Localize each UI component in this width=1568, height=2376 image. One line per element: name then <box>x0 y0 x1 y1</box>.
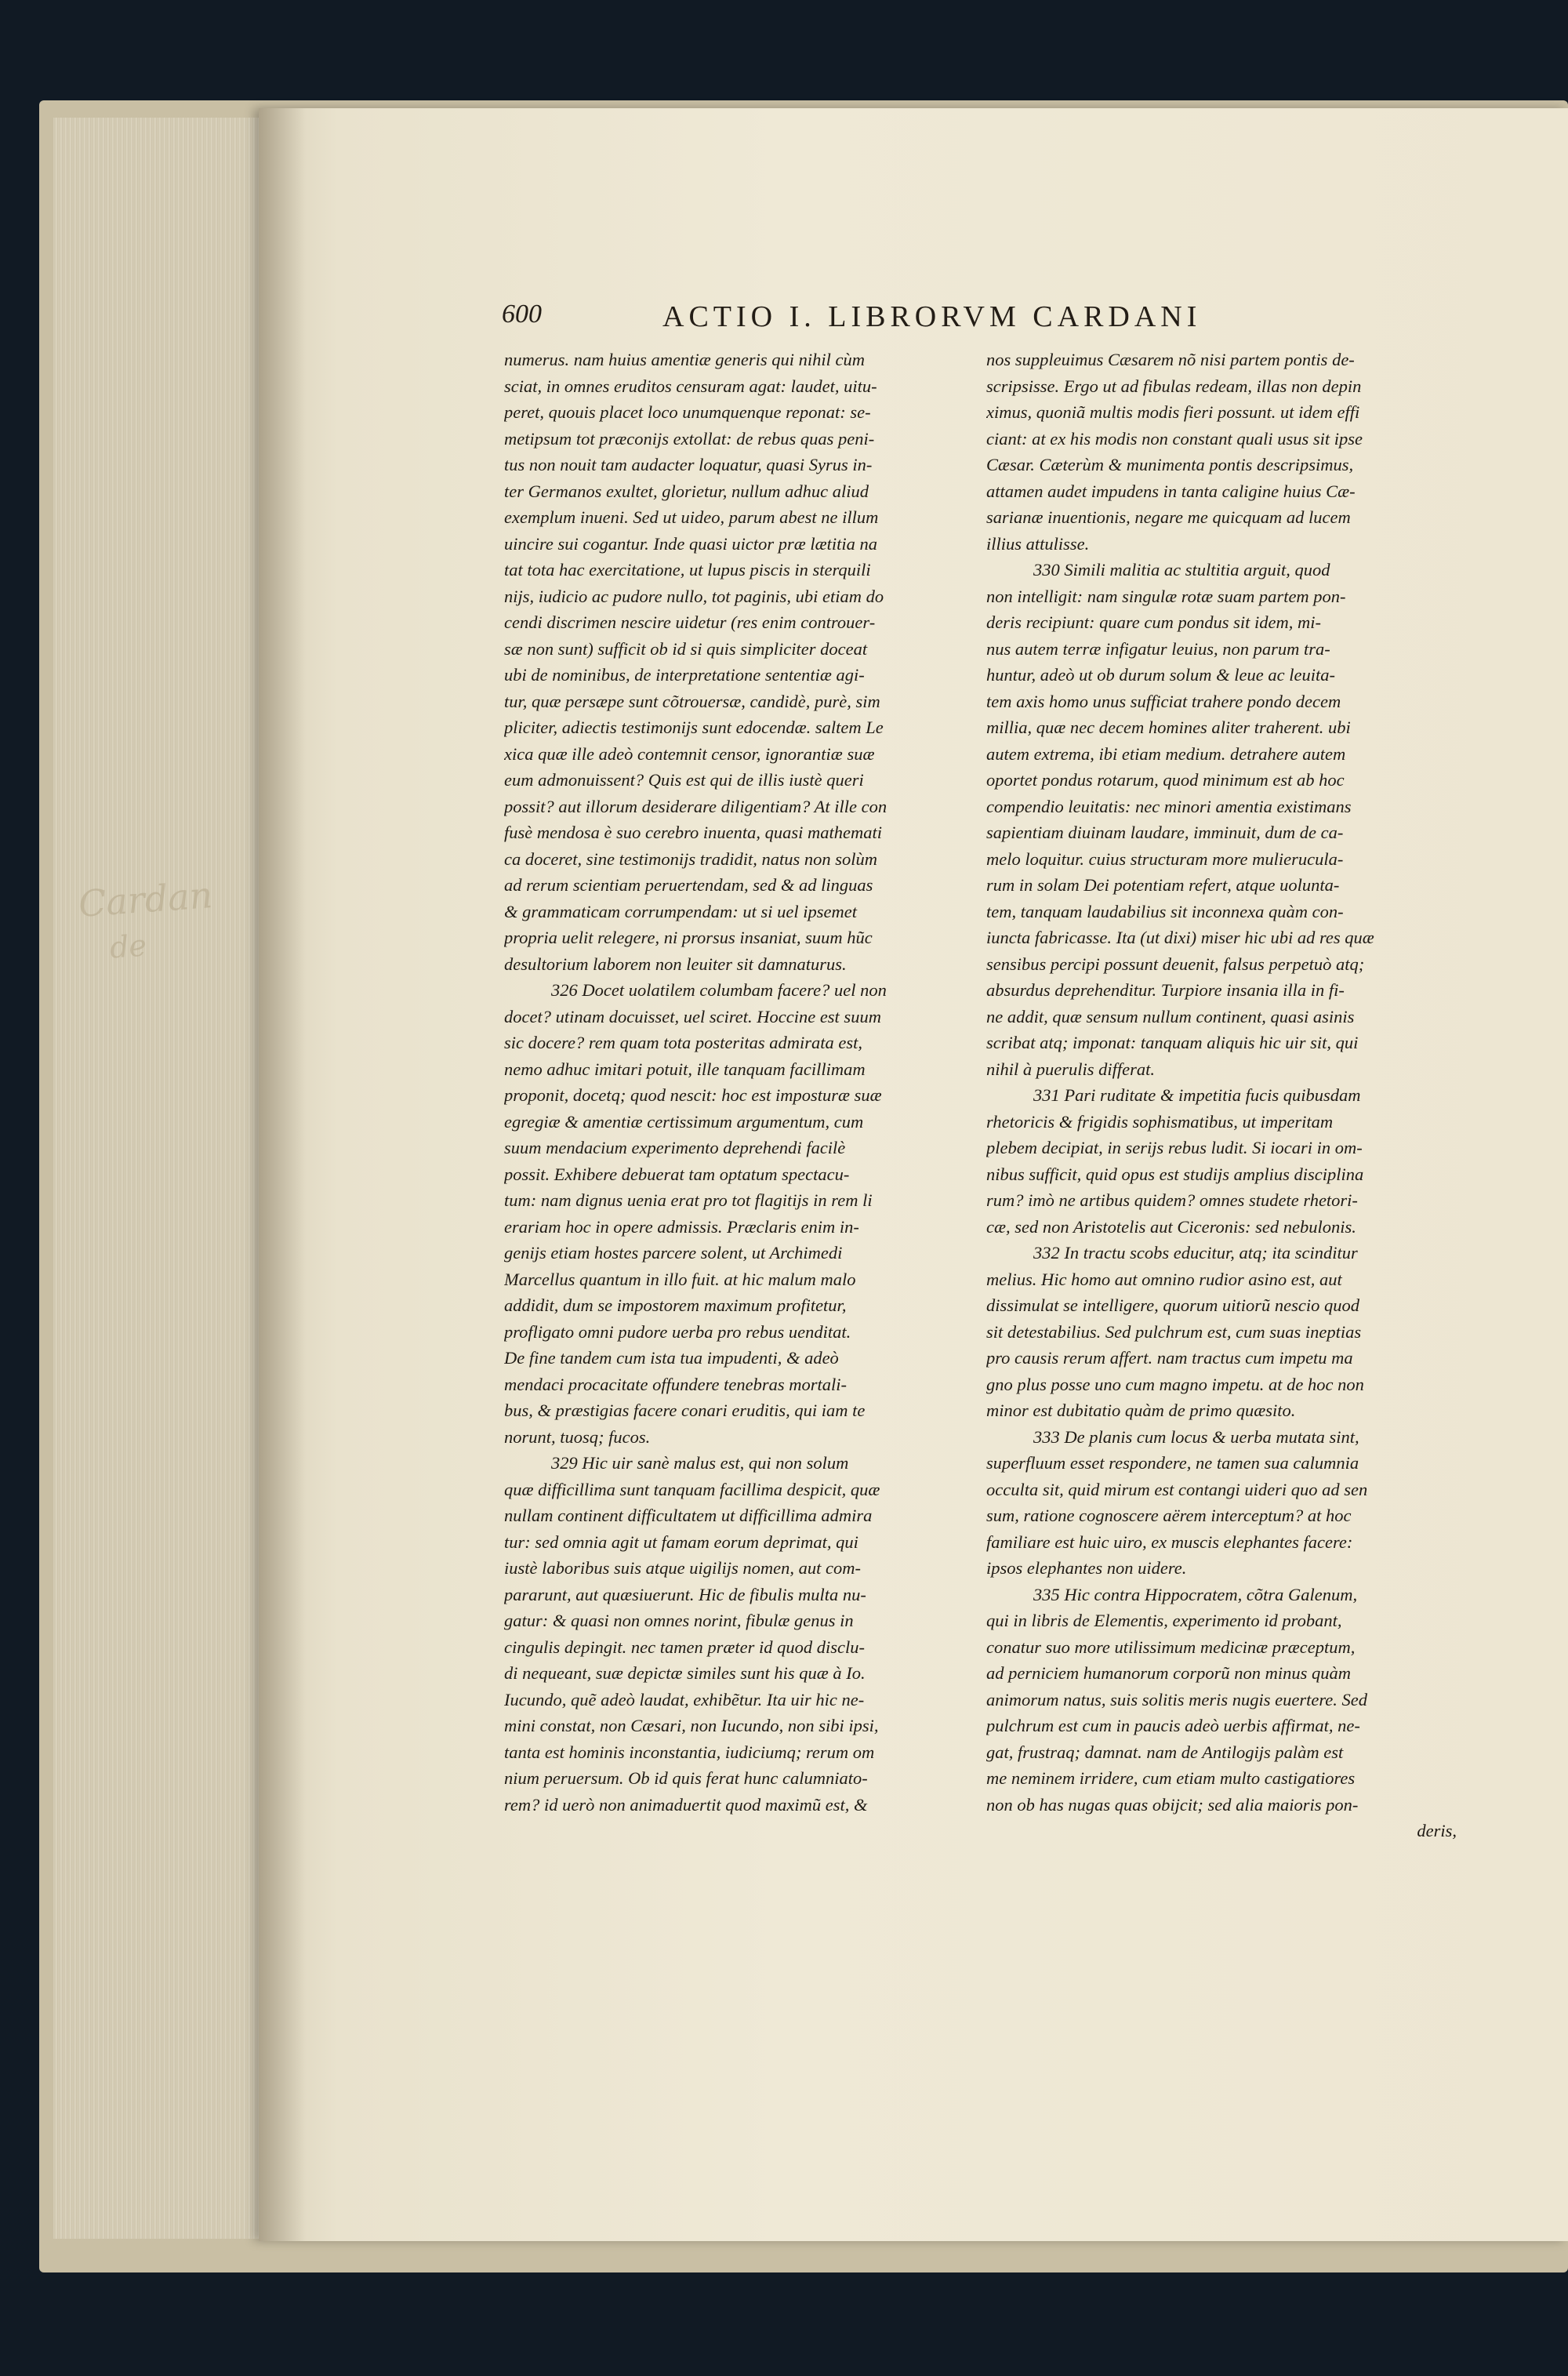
text-line: sapientiam diuinam laudare, imminuit, dum de ca- <box>986 823 1344 842</box>
page-number: 600 <box>502 300 542 329</box>
text-line: nullam continent difficultatem ut difficillima admira <box>504 1506 873 1525</box>
text-line: melo loquitur. cuius structuram more mulierucula- <box>986 848 1344 869</box>
text-line: exemplum inueni. Sed ut uideo, parum abest ne illum <box>504 507 879 527</box>
text-line: bus, & præstigias facere conari eruditis, qui iam te <box>504 1401 866 1420</box>
text-line: proponit, docetq; quod nescit: hoc est imposturæ suæ <box>504 1085 882 1105</box>
text-line: ipsos elephantes non uidere. <box>986 1558 1187 1578</box>
text-line: ad perniciem humanorum corporũ non minus quàm <box>986 1663 1351 1683</box>
text-line: sit detestabilius. Sed pulchrum est, cum suas ineptias <box>986 1321 1362 1342</box>
text-line: gatur: & quasi non omnes norint, fibulæ genus in <box>504 1611 854 1630</box>
text-line: nemo adhuc imitari potuit, ille tanquam facillimam <box>504 1059 866 1079</box>
text-line: non ob has nugas quas obijcit; sed alia maioris pon- <box>986 1794 1359 1815</box>
text-line: pararunt, aut quæsiuerunt. Hic de fibulis multa nu- <box>504 1584 866 1604</box>
text-line: superfluum esset respondere, ne tamen sua calumnia <box>986 1453 1359 1473</box>
text-line: sic docere? rem quam tota posteritas admirata est, <box>504 1033 863 1052</box>
text-line: mini constat, non Cæsari, non Iucundo, non sibi ipsi, <box>504 1716 879 1735</box>
text-line: possit? aut illorum desiderare diligentiam? At ille con <box>504 796 887 816</box>
text-line: peret, quouis placet loco unumquenque reponat: se- <box>504 402 871 422</box>
text-line: tur, quæ persæpe sunt cõtrouersæ, candidè, purè, sim <box>504 691 880 711</box>
text-line: sciat, in omnes eruditos censuram agat: laudet, uitu- <box>504 376 877 396</box>
text-line: ximus, quoniã multis modis fieri possunt. ut idem effi <box>986 402 1360 422</box>
text-line: sæ non sunt) sufficit ob id si quis simpliciter doceat <box>504 638 868 659</box>
text-line: rum? imò ne artibus quidem? omnes studete rhetori- <box>986 1190 1358 1210</box>
text-line: scripsisse. Ergo ut ad fibulas redeam, illas non depin <box>986 376 1362 396</box>
text-line: tum: nam dignus uenia erat pro tot flagitijs in rem li <box>504 1190 873 1210</box>
text-line: xica quæ ille adeò contemnit censor, ignorantiæ suæ <box>504 743 875 764</box>
text-line: propria uelit relegere, ni prorsus insaniat, suum hũc <box>504 928 873 947</box>
text-line: pro causis rerum affert. nam tractus cum impetu ma <box>986 1348 1353 1368</box>
text-line: 329 Hic uir sanè malus est, qui non solum <box>551 1453 849 1473</box>
text-line: cingulis depingit. nec tamen præter id quod disclu- <box>504 1637 865 1657</box>
text-line: nus autem terræ infigatur leuius, non parum tra- <box>986 638 1330 659</box>
text-line: eum admonuissent? Quis est qui de illis iustè queri <box>504 770 864 790</box>
text-line: absurdus deprehenditur. Turpiore insania illa in fi- <box>986 980 1345 1000</box>
text-line: qui in libris de Elementis, experimento id probant, <box>986 1611 1342 1630</box>
right-text-column <box>986 347 1457 1844</box>
text-line: conatur suo more utilissimum medicinæ præceptum, <box>986 1637 1356 1657</box>
text-line: rum in solam Dei potentiam refert, atque uolunta- <box>986 875 1340 895</box>
text-line: suum mendacium experimento deprehendi facilè <box>504 1138 846 1157</box>
text-line: Cæsar. Cæterùm & munimenta pontis descripsimus, <box>986 455 1354 474</box>
binding-shadow <box>259 108 306 2241</box>
text-line: ca doceret, sine testimonijs tradidit, natus non solùm <box>504 848 878 869</box>
text-line: iuncta fabricasse. Ita (ut dixi) miser hic ubi ad res quæ <box>986 928 1374 947</box>
page-edges <box>53 118 290 2239</box>
margin-bleed-word: Cardan <box>77 874 214 925</box>
text-line: ad rerum scientiam peruertendam, sed & ad linguas <box>504 875 873 895</box>
text-line: fusè mendosa è suo cerebro inuenta, quasi mathemati <box>504 823 883 842</box>
margin-bleed-word: de <box>108 928 148 965</box>
text-line: me neminem irridere, cum etiam multo castigatiores <box>986 1768 1356 1788</box>
text-line: desultorium laborem non leuiter sit damnaturus. <box>504 954 847 974</box>
text-line: & grammaticam corrumpendam: ut si uel ipsemet <box>504 901 857 921</box>
running-head <box>502 300 1466 339</box>
text-line: uincire sui cogantur. Inde quasi uictor præ lætitia na <box>504 533 878 554</box>
running-title: ACTIO I. LIBRORVM CARDANI <box>662 300 1202 333</box>
text-line: scribat atq; imponat: tanquam aliquis hic uir sit, qui <box>986 1033 1359 1052</box>
text-line: sum, ratione cognoscere aërem interceptum? at hoc <box>986 1506 1352 1525</box>
text-line: animorum natus, suis solitis meris nugis euertere. Sed <box>986 1689 1368 1709</box>
text-line: quæ difficillima sunt tanquam facillima despicit, quæ <box>504 1479 880 1499</box>
text-line: iustè laboribus suis atque uigilijs nomen, aut com- <box>504 1558 861 1578</box>
text-line: 332 In tractu scobs educitur, atq; ita scinditur <box>1033 1243 1358 1262</box>
text-line: millia, quæ nec decem homines aliter traherent. ubi <box>986 718 1351 737</box>
text-line: addidit, dum se impostorem maximum profitetur, <box>504 1295 847 1315</box>
text-line: cendi discrimen nescire uidetur (res enim controuer- <box>504 612 876 632</box>
text-line: dissimulat se intelligere, quorum uitiorũ nescio quod <box>986 1295 1360 1315</box>
text-line: huntur, adeò ut ob durum solum & leue ac leuita- <box>986 665 1335 685</box>
text-line: compendio leuitatis: nec minori amentia existimans <box>986 796 1352 816</box>
text-line: erariam hoc in opere admissis. Præclaris enim in- <box>504 1216 859 1237</box>
text-line: tat tota hac exercitatione, ut lupus piscis in sterquili <box>504 560 871 579</box>
text-line: De fine tandem cum ista tua impudenti, & adeò <box>504 1348 839 1368</box>
text-line: attamen audet impudens in tanta caligine huius Cæ- <box>986 481 1356 501</box>
text-line: plebem decipiat, in serijs rebus ludit. Si iocari in om- <box>986 1138 1363 1157</box>
text-line: pulchrum est cum in paucis adeò uerbis affirmat, ne- <box>986 1716 1360 1735</box>
text-line: docet? utinam docuisset, uel sciret. Hoccine est suum <box>504 1006 881 1026</box>
text-line: 333 De planis cum locus & uerba mutata sint, <box>1033 1426 1359 1447</box>
text-line: numerus. nam huius amentiæ generis qui nihil cùm <box>504 350 865 369</box>
text-line: 326 Docet uolatilem columbam facere? uel non <box>551 980 887 1000</box>
text-line: metipsum tot præconijs extollat: de rebus quas peni- <box>504 428 875 449</box>
text-line: gno plus posse uno cum magno impetu. at de hoc non <box>986 1374 1364 1394</box>
text-line: tem axis homo unus sufficiat trahere pondo decem <box>986 691 1341 711</box>
text-line: nos suppleuimus Cæsarem nõ nisi partem pontis de- <box>986 350 1355 369</box>
text-line: rem? id uerò non animaduertit quod maximũ est, & <box>504 1794 868 1815</box>
text-line: rhetoricis & frigidis sophismatibus, ut imperitam <box>986 1111 1334 1132</box>
text-line: gat, frustraq; damnat. nam de Antilogijs palàm est <box>986 1742 1344 1762</box>
text-line: nium peruersum. Ob id quis ferat hunc calumniato- <box>504 1768 868 1788</box>
text-line: deris, <box>1417 1821 1457 1840</box>
text-line: nijs, iudicio ac pudore nullo, tot paginis, ubi etiam do <box>504 586 884 606</box>
text-line: ubi de nominibus, de interpretatione sententiæ agi- <box>504 665 865 685</box>
text-line: tus non nouit tam audacter loquatur, quasi Syrus in- <box>504 455 873 474</box>
text-line: tanta est hominis inconstantia, iudiciumq; rerum om <box>504 1742 875 1762</box>
text-line: ter Germanos exultet, glorietur, nullum adhuc aliud <box>504 481 869 501</box>
text-line: melius. Hic homo aut omnino rudior asino est, aut <box>986 1269 1342 1289</box>
text-line: profligato omni pudore uerba pro rebus uenditat. <box>504 1321 851 1342</box>
text-line: minor est dubitatio quàm de primo quæsito. <box>986 1401 1296 1420</box>
text-line: nibus sufficit, quid opus est studijs amplius disciplina <box>986 1164 1364 1184</box>
text-line: oportet pondus rotarum, quod minimum est ab hoc <box>986 770 1345 790</box>
text-line: tur: sed omnia agit ut famam eorum deprimat, qui <box>504 1531 858 1552</box>
text-line: egregiæ & amentiæ certissimum argumentum, cum <box>504 1111 864 1132</box>
text-line: autem extrema, ibi etiam medium. detrahere autem <box>986 743 1346 764</box>
text-line: 335 Hic contra Hippocratem, cõtra Galenum, <box>1033 1584 1358 1604</box>
text-line: non intelligit: nam singulæ rotæ suam partem pon- <box>986 586 1346 606</box>
text-line: possit. Exhibere debuerat tam optatum spectacu- <box>504 1164 850 1184</box>
left-text-column <box>504 347 975 1818</box>
text-line: Marcellus quantum in illo fuit. at hic malum malo <box>504 1269 856 1289</box>
text-line: familiare est huic uiro, ex muscis elephantes facere: <box>986 1531 1353 1552</box>
text-line: deris recipiunt: quare cum pondus sit idem, mi- <box>986 612 1322 632</box>
text-line: Iucundo, quẽ adeò laudat, exhibẽtur. Ita uir hic ne- <box>504 1689 865 1709</box>
text-line: genijs etiam hostes parcere solent, ut Archimedi <box>504 1243 843 1262</box>
text-line: cæ, sed non Aristotelis aut Ciceronis: sed nebulonis. <box>986 1216 1356 1237</box>
text-line: ne addit, quæ sensum nullum continent, quasi asinis <box>986 1006 1355 1026</box>
text-line: norunt, tuosq; fucos. <box>504 1426 651 1447</box>
text-line: tem, tanquam laudabilius sit inconnexa quàm con- <box>986 901 1344 921</box>
text-line: pliciter, adiectis testimonijs sunt edocendæ. saltem Le <box>504 718 884 737</box>
text-line: illius attulisse. <box>986 533 1090 554</box>
text-line: occulta sit, quid mirum est contangi uideri quo ad sen <box>986 1479 1368 1499</box>
text-line: di nequeant, suæ depictæ similes sunt his quæ à Io. <box>504 1663 866 1683</box>
text-line: nihil à puerulis differat. <box>986 1059 1156 1079</box>
text-line: 330 Simili malitia ac stultitia arguit, quod <box>1033 560 1330 579</box>
text-line: ciant: at ex his modis non constant quali usus sit ipse <box>986 428 1363 449</box>
text-line: sensibus percipi possunt deuenit, falsus perpetuò atq; <box>986 954 1365 974</box>
text-line: 331 Pari ruditate & impetitia fucis quibusdam <box>1033 1085 1361 1105</box>
text-line: sarianæ inuentionis, negare me quicquam ad lucem <box>986 507 1351 527</box>
text-line: mendaci procacitate offundere tenebras mortali- <box>504 1374 847 1394</box>
